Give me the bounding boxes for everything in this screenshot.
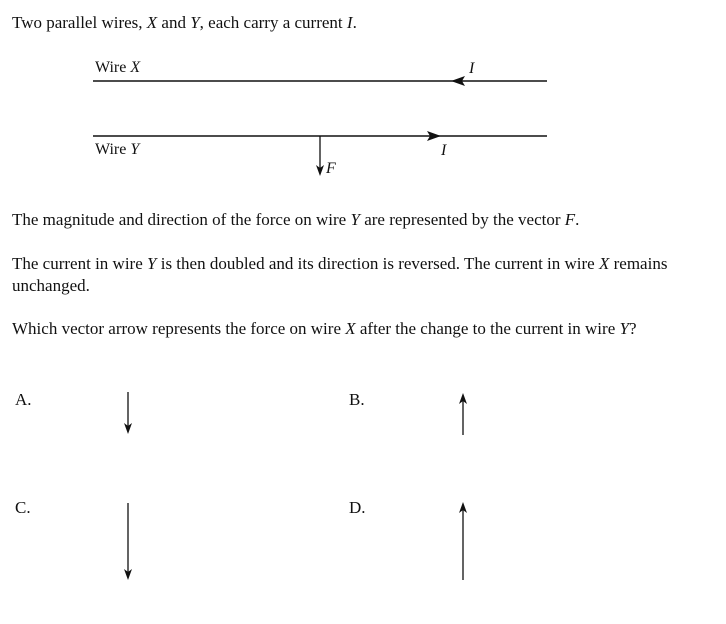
option-b-label[interactable]: B. <box>349 390 365 409</box>
wire-y-label: Wire Y <box>95 141 140 158</box>
force-f-label: F <box>326 160 336 177</box>
var-i: I <box>346 13 353 32</box>
wire-x-label: Wire X <box>95 59 141 76</box>
option-d-label[interactable]: D. <box>349 498 366 517</box>
var-x: X <box>146 13 158 32</box>
var-y: Y <box>190 13 200 32</box>
question-text: Which vector arrow represents the force on wire X after the change to the current in wire Y? <box>12 319 637 338</box>
wire-y-current-label: I <box>441 142 447 159</box>
statement-current-change: The current in wire Y is then doubled and its direction is reversed. The current in wire X remains unchanged. <box>12 254 668 295</box>
option-c-label[interactable]: C. <box>15 498 31 517</box>
wire-x-current-label: I <box>469 60 475 77</box>
statement-force-on-y: The magnitude and direction of the force on wire Y are represented by the vector F. <box>12 210 580 229</box>
option-a-label[interactable]: A. <box>15 390 32 409</box>
intro-text: Two parallel wires, X and Y, each carry a current I. <box>12 13 357 32</box>
